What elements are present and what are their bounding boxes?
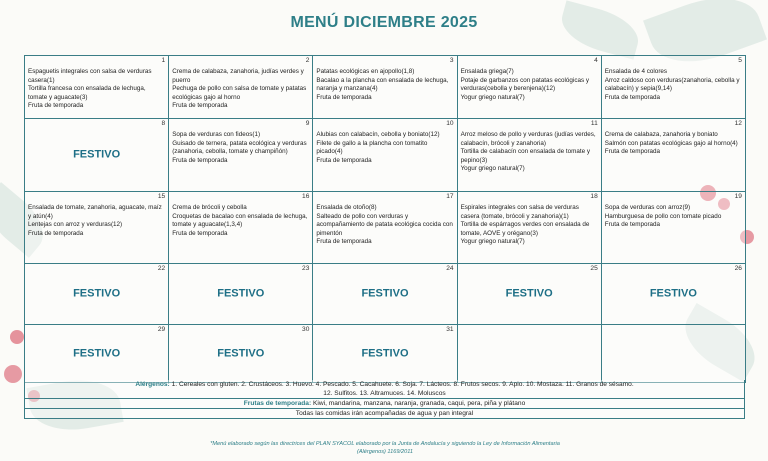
day-number: 9 (305, 120, 310, 127)
day-number: 30 (302, 326, 310, 333)
menu-dish: Bacalao a la plancha con ensalada de lechuga, naranja y manzana(4) (316, 76, 449, 93)
menu-dish: Arroz meloso de pollo y verduras (judías verdes, calabacín, brócoli y zanahoria) (460, 131, 596, 147)
day-number: 10 (446, 120, 454, 127)
day-number: 5 (738, 57, 742, 64)
day-cell (458, 264, 602, 325)
footnote-line-1: *Menú elaborado según las directrices del PLAN SYACOL elaborado por la Junta de Andalucía y siguiendo la Ley de Información Alimentaria (210, 441, 560, 447)
day-number: 25 (590, 265, 598, 272)
day-cell (602, 192, 746, 264)
menu-dish: Espirales integrales con salsa de verduras casera (tomate, brócoli y zanahoria)(1) (460, 204, 579, 220)
menu-dish: Tortilla de espárragos verdes con ensalada de tomate, AOVE y orégano(3) (460, 221, 590, 237)
day-number: 26 (734, 265, 742, 272)
day-cell (313, 56, 457, 119)
day-cell (602, 264, 746, 325)
menu-dish: Yogur griego natural(7) (460, 93, 525, 101)
day-cell (169, 192, 313, 264)
menu-dish: Espaguetis integrales con salsa de verduras casera(1) (28, 68, 152, 84)
day-number: 3 (449, 57, 454, 64)
menu-dish: Fruta de temporada (316, 93, 372, 101)
day-number: 12 (734, 120, 742, 127)
menu-dish: Fruta de temporada (604, 221, 661, 229)
menu-dish: Tortilla de calabacín con ensalada de tomate y pepino(3) (460, 148, 591, 164)
day-cell (25, 192, 169, 264)
page-title: MENÚ DICIEMBRE 2025 (290, 14, 478, 31)
menu-dish: Patatas ecológicas en ajopollo(1,8) (316, 68, 415, 75)
menu-dish: Tortilla francesa con ensalada de lechuga, tomate y aguacate(3) (28, 85, 146, 101)
day-cell (169, 56, 313, 119)
menu-dish: Yogur griego natural(7) (460, 238, 525, 246)
menu-dish: Filete de gallo a la plancha con tomatito picado(4) (316, 139, 428, 156)
menu-dish: Sopa de verduras con fideos(1) (172, 131, 261, 138)
day-cell (458, 192, 602, 264)
menu-dish: Ensalada griega(7) (460, 68, 514, 75)
menu-dish: Fruta de temporada (316, 156, 372, 164)
day-cell (169, 325, 313, 383)
day-number: 22 (157, 265, 166, 272)
allergens-list-1: 1. Cereales con gluten. 2. Crustáceos. 3. Huevo. 4. Pescado. 5. Cacahuete. 6. Soja. 7. Lácteos. 8. Frutos secos. 9. Apio. 10. Mostaza. 11. Granos de sésamo. (171, 381, 634, 388)
day-cell (602, 56, 746, 119)
holiday-label: FESTIVO (505, 287, 553, 300)
allergens-label: Alérgenos: (135, 381, 170, 388)
menu-dish: Potaje de garbanzos con patatas ecológicas y verduras(cebolla y berenjena)(12) (460, 76, 590, 93)
holiday-label: FESTIVO (649, 287, 697, 300)
menu-dish: Lentejas con arroz y verduras(12) (28, 221, 123, 229)
day-cell (169, 119, 313, 192)
menu-dish: Arroz caldoso con verduras(zanahoria, cebolla y calabacín) y sepia(9,14) (604, 76, 740, 93)
day-cell (313, 119, 457, 192)
day-number: 18 (590, 193, 598, 200)
footnote (140, 440, 630, 456)
menu-dish: Fruta de temporada (604, 148, 661, 156)
menu-dish: Salmón con patatas ecológicas gajo al horno(4) (604, 139, 738, 147)
menu-dish: Crema de calabaza, zanahoria, judías verdes y puerro (172, 68, 304, 84)
menu-dish: Fruta de temporada (28, 102, 84, 110)
menu-dish: Crema de brócoli y cebolla (172, 204, 247, 211)
menu-dish: Fruta de temporada (172, 229, 228, 237)
day-cell (169, 264, 313, 325)
menu-dish: Fruta de temporada (604, 93, 661, 101)
allergens-row (25, 380, 745, 399)
menu-dish: Guisado de ternera, patata ecológica y verduras (zanahoria, cebolla, tomate y champiñón) (172, 139, 307, 156)
berry-decoration (4, 365, 22, 383)
day-number: 16 (302, 193, 310, 200)
menu-dish: Hamburguesa de pollo con tomate picado (604, 212, 722, 220)
holiday-label: FESTIVO (217, 287, 265, 300)
menu-dish: Sopa de verduras con arroz(9) (604, 204, 691, 211)
menu-dish: Ensalada de otoño(8) (316, 204, 377, 211)
menu-dish: Fruta de temporada (316, 238, 372, 246)
water-bread-note: Todas las comidas irán acompañadas de agua y pan integral (25, 409, 745, 419)
day-number: 8 (161, 120, 166, 127)
menu-dish: Fruta de temporada (28, 229, 84, 237)
menu-dish: Pechuga de pollo con salsa de tomate y patatas ecológicas gajo al horno (172, 85, 307, 101)
day-number: 2 (305, 57, 310, 64)
day-number: 17 (446, 193, 454, 200)
fruits-label: Frutas de temporada: (243, 400, 312, 407)
day-cell (313, 264, 457, 325)
day-number: 19 (734, 193, 742, 200)
day-cell (313, 325, 457, 383)
menu-dish: Fruta de temporada (172, 156, 228, 164)
menu-calendar (24, 55, 746, 383)
berry-decoration (10, 330, 24, 344)
menu-dish: Crema de calabaza, zanahoria y boniato (604, 131, 718, 138)
day-number: 29 (157, 326, 166, 333)
footnote-line-2: (Alérgenos) 1169/2011 (356, 449, 414, 455)
day-number: 1 (161, 57, 166, 64)
day-cell (25, 119, 169, 192)
menu-dish: Yogur griego natural(7) (460, 165, 525, 173)
menu-dish: Ensalada de 4 colores (604, 68, 668, 75)
day-cell (25, 325, 169, 383)
day-cell (313, 192, 457, 264)
day-number: 31 (446, 326, 454, 333)
holiday-label: FESTIVO (361, 287, 409, 300)
day-cell (458, 119, 602, 192)
day-number: 4 (594, 57, 598, 64)
day-number: 24 (446, 265, 454, 272)
holiday-label: FESTIVO (217, 347, 265, 360)
day-cell (25, 56, 169, 119)
day-number: 15 (157, 193, 166, 200)
holiday-label: FESTIVO (73, 347, 121, 360)
day-number: 23 (302, 265, 310, 272)
menu-dish: Fruta de temporada (172, 102, 228, 110)
holiday-label: FESTIVO (361, 347, 409, 360)
menu-dish: Ensalada de tomate, zanahoria, aguacate, maíz y atún(4) (28, 204, 162, 220)
day-number: 11 (590, 120, 598, 127)
holiday-label: FESTIVO (73, 287, 121, 300)
day-cell (458, 56, 602, 119)
fruits-list: Kiwi, mandarina, manzana, naranja, granada, caqui, pera, piña y plátano (313, 400, 526, 407)
day-cell (25, 264, 169, 325)
menu-dish: Salteado de pollo con verduras y acompañamiento de patata ecológica cocida con pimentón (316, 212, 453, 237)
menu-dish: Croquetas de bacalao con ensalada de lechuga, tomate y aguacate(1,3,4) (172, 212, 308, 229)
holiday-label: FESTIVO (73, 148, 121, 161)
day-cell (602, 119, 746, 192)
allergens-list-2: 12. Sulfitos. 13. Altramuces. 14. Moluscos (323, 390, 446, 397)
day-cell (458, 325, 602, 383)
legend-table (24, 380, 745, 419)
day-cell (602, 325, 746, 383)
menu-dish: Alubias con calabacín, cebolla y boniato(12) (316, 131, 440, 138)
fruits-row (25, 399, 745, 409)
